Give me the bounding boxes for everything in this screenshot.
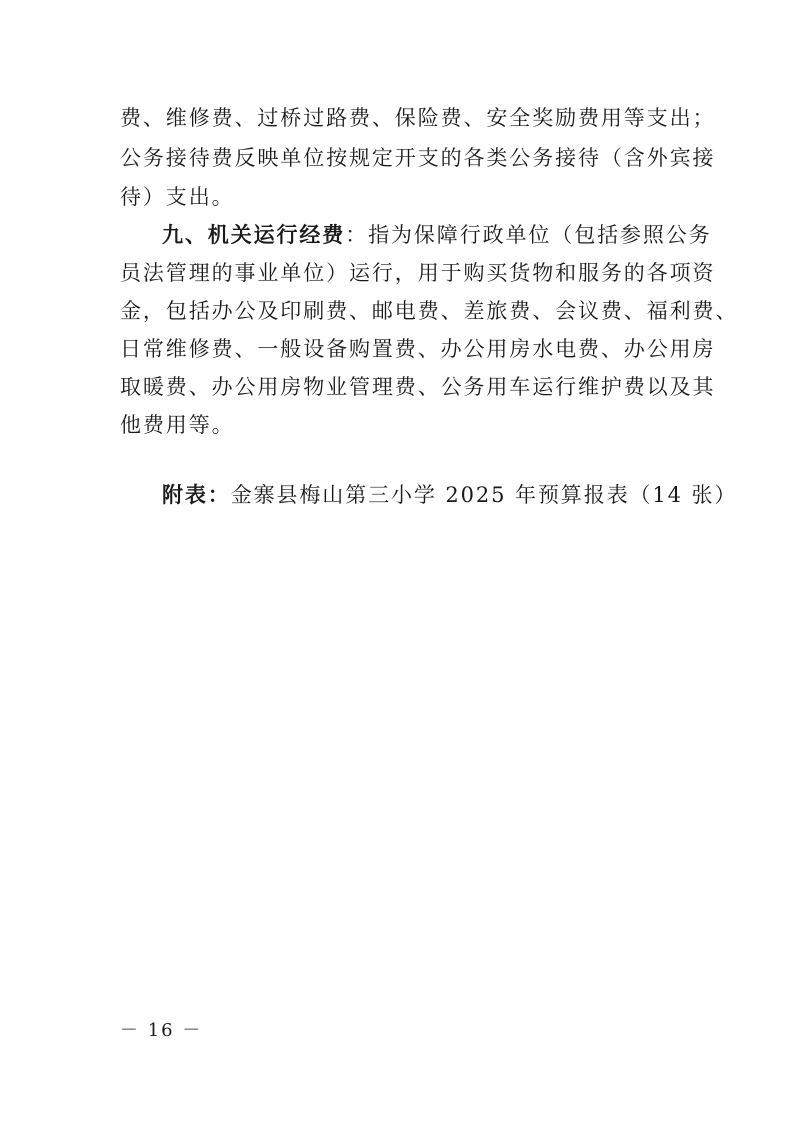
paragraph-1-line-1: 费、维修费、过桥过路费、保险费、安全奖励费用等支出； (120, 106, 716, 130)
attachment-text: 金寨县梅山第三小学 2025 年预算报表（14 张） (230, 483, 738, 507)
paragraph-1-line-2: 公务接待费反映单位按规定开支的各类公务接待（含外宾接 (120, 146, 716, 170)
paragraph-1-line-3: 待）支出。 (120, 185, 235, 209)
paragraph-2-line-3: 金，包括办公及印刷费、邮电费、差旅费、会议费、福利费、 (120, 299, 739, 323)
paragraph-2-line-2: 员法管理的事业单位）运行，用于购买货物和服务的各项资 (120, 261, 716, 285)
paragraph-2-line-5: 取暖费、办公用房物业管理费、公务用车运行维护费以及其 (120, 375, 716, 399)
attachment-label: 附表： (162, 482, 231, 507)
section-heading: 九、机关运行经费 (162, 222, 346, 247)
paragraph-2-line-4: 日常维修费、一般设备购置费、办公用房水电费、办公用房 (120, 337, 716, 361)
paragraph-2-line-6: 他费用等。 (120, 413, 235, 437)
paragraph-2-first-line-text: ：指为保障行政单位（包括参照公务 (345, 223, 712, 247)
attachment-line (162, 480, 738, 510)
page-number: － 16 － (120, 1020, 203, 1041)
paragraph-2-line-1 (162, 220, 712, 250)
